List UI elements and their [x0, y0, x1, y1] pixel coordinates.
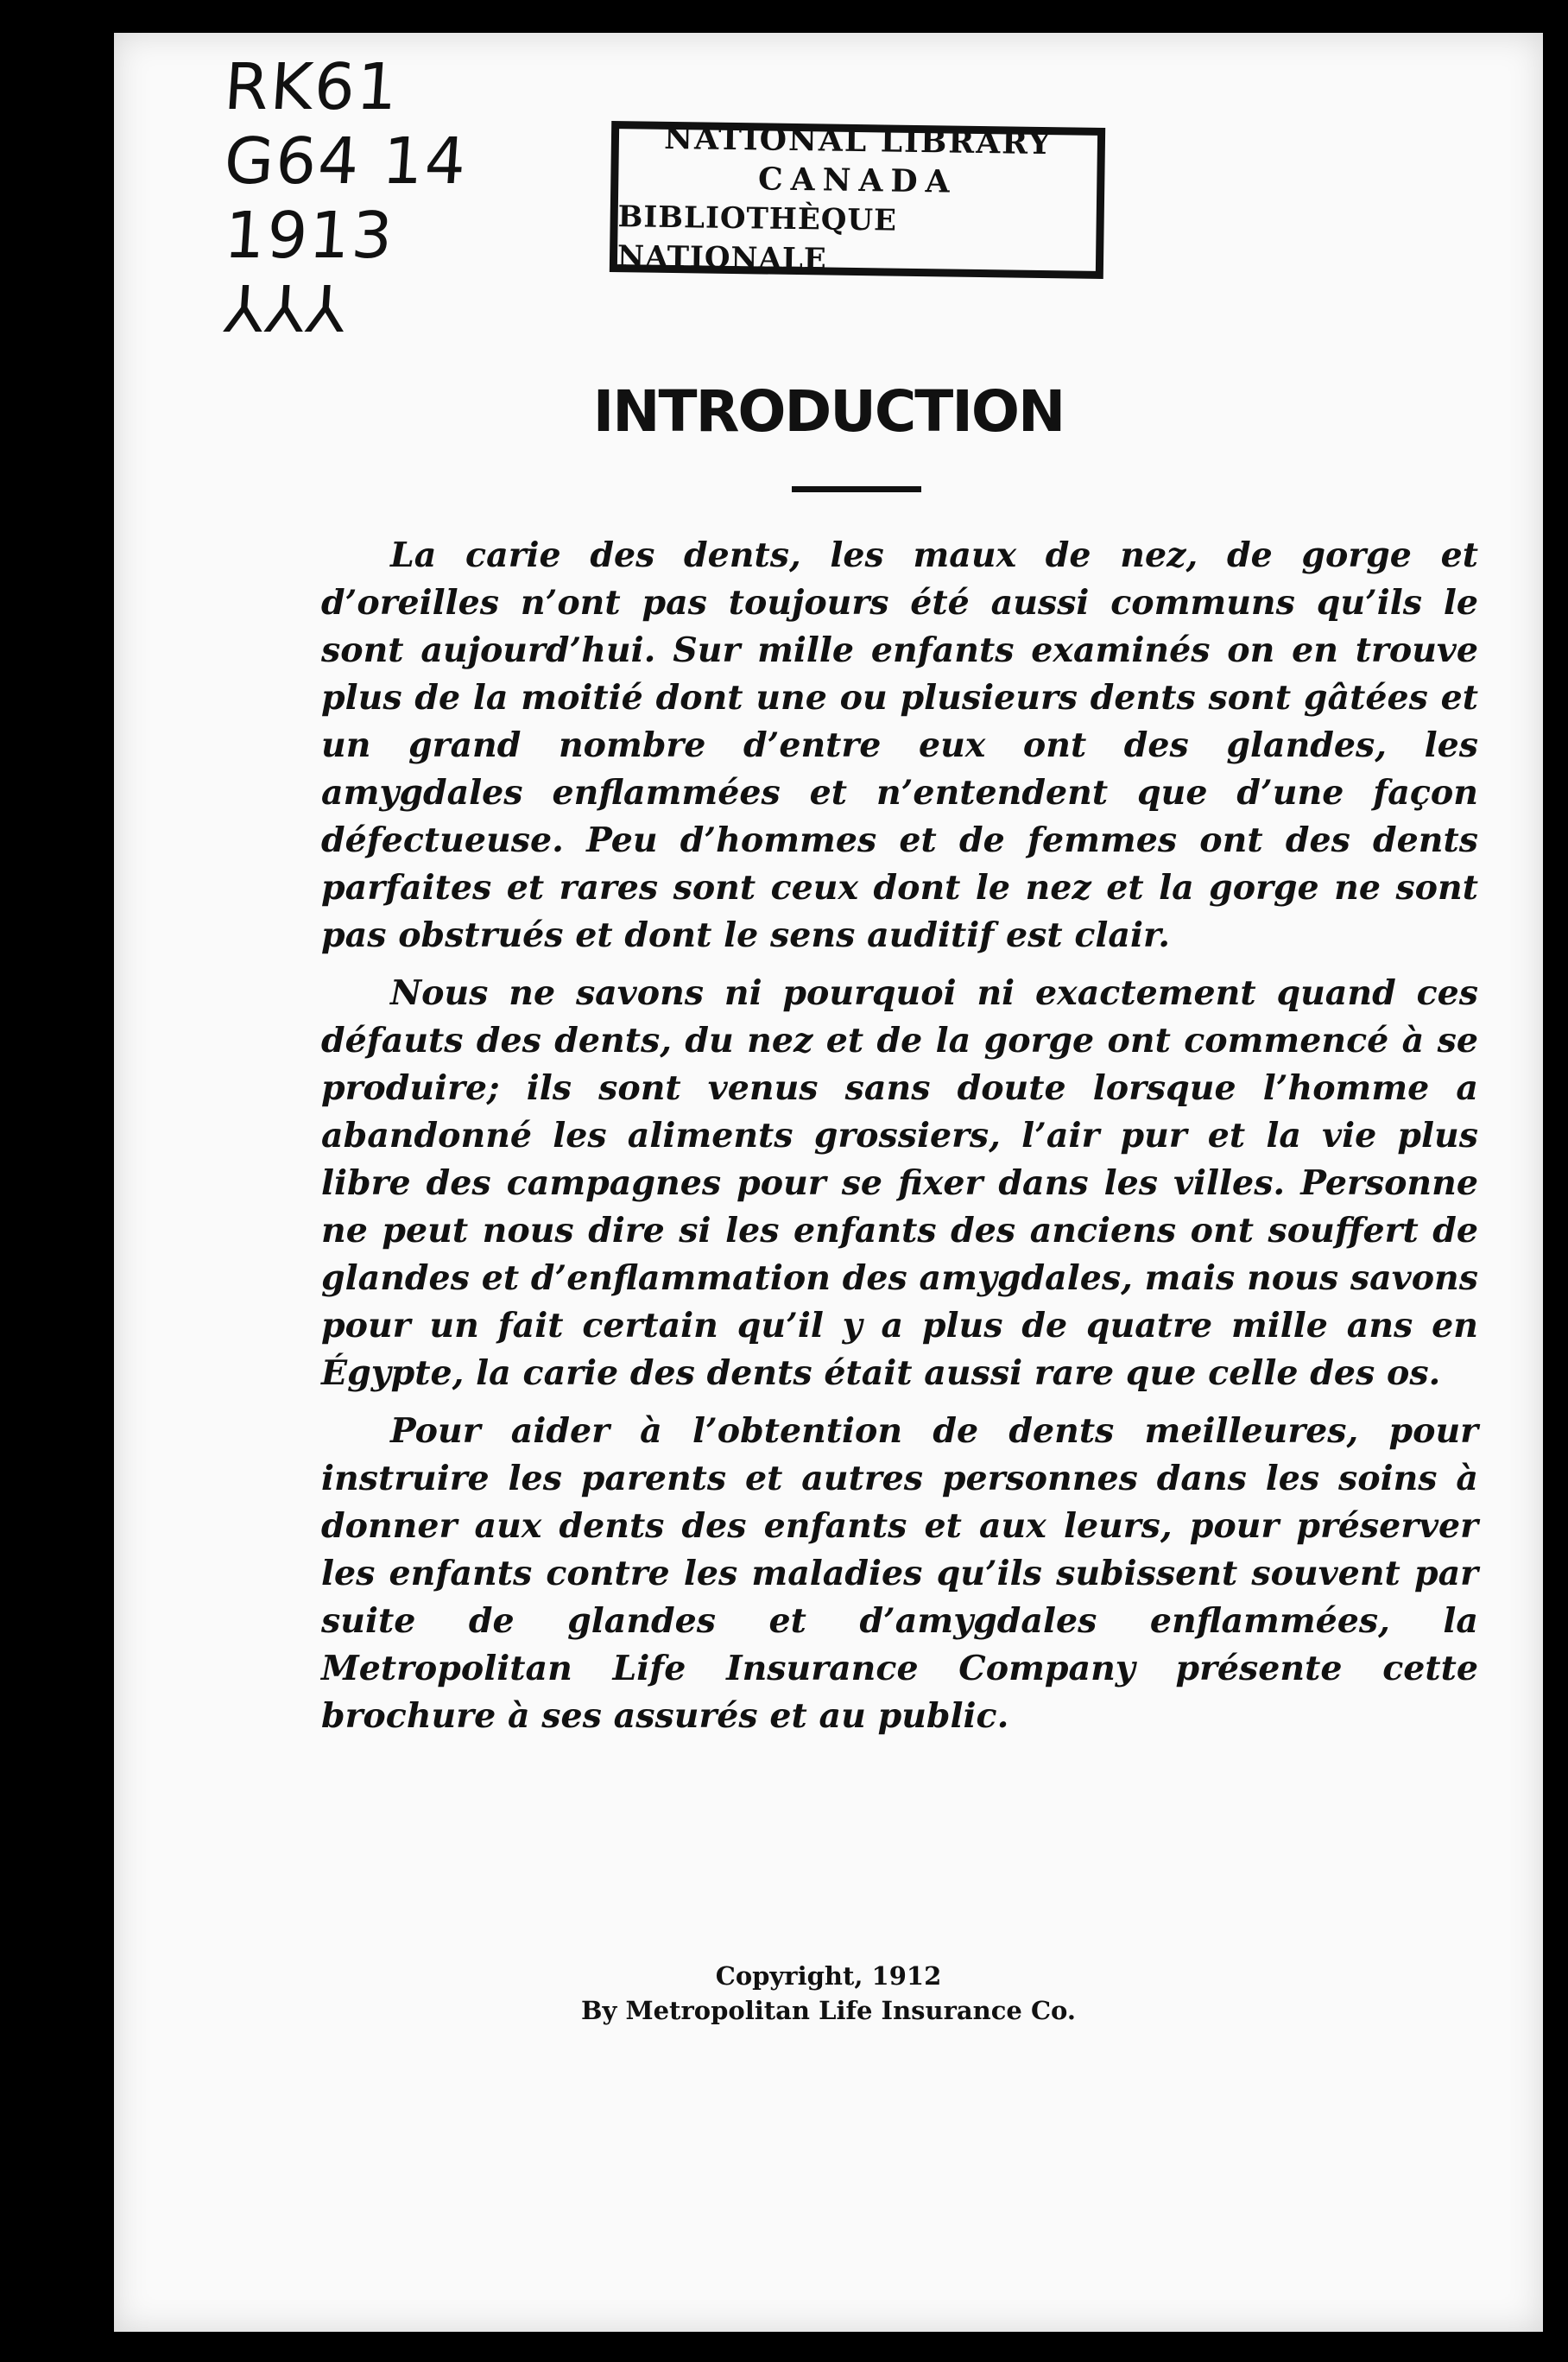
call-number-line: G64 14: [221, 124, 471, 199]
copyright-line: By Metropolitan Life Insurance Co.: [581, 1996, 1076, 2025]
paragraph: Pour aider à l’obtention de dents meilleures, pour instruire les parents et autres personnes dans les soins à donner aux dents des enfants et aux leurs, pour préserver les enfants contre les maladies qu’ils subissent souvent par suite de glandes et d’amygdales enflammées, la Metropolitan Life Insurance Company présente cette brochure à ses assurés et au public.: [321, 1411, 1478, 1736]
library-stamp: [610, 121, 1105, 279]
copyright-line: Copyright, 1912: [715, 1961, 942, 1991]
page-title: INTRODUCTION: [592, 378, 1065, 445]
handwritten-call-number: [221, 50, 471, 347]
title-rule: [792, 486, 921, 492]
document-page: [114, 33, 1543, 2332]
call-number-line: RK61: [221, 50, 402, 124]
paragraph: La carie des dents, les maux de nez, de gorge et d’oreilles n’ont pas toujours été aussi communs qu’ils le sont aujourd’hui. Sur mille enfants examinés on en trouve plus de la moitié dont une ou plusieurs dents sont gâtées et un grand nombre d’entre eux ont des glandes, les amygdales enflammées et n’entendent que d’une façon défectueuse. Peu d’hommes et de femmes ont des dents parfaites et rares sont ceux dont le nez et la gorge ne sont pas obstrués et dont le sens auditif est clair.: [321, 535, 1478, 955]
copyright-notice: [114, 1959, 1543, 2028]
paragraph: Nous ne savons ni pourquoi ni exactement quand ces défauts des dents, du nez et de la gorge ont commencé à se produire; ils sont venus sans doute lorsque l’homme a abandonné les aliments grossiers, l’air pur et la vie plus libre des campagnes pour se fixer dans les villes. Personne ne peut nous dire si les enfants des anciens ont souffert de glandes et d’enflammation des amygdales, mais nous savons pour un fait certain qu’il y a plus de quatre mille ans en Égypte, la carie des dents était aussi rare que celle des os.: [321, 973, 1478, 1393]
body-text: [321, 532, 1478, 1751]
stamp-line: CANADA: [757, 160, 958, 200]
stamp-line: BIBLIOTHÈQUE NATIONALE: [616, 199, 898, 277]
call-number-line: ⅄⅄⅄: [221, 273, 350, 347]
call-number-line: 1913: [221, 199, 397, 273]
stamp-line: NATIONAL LIBRARY: [663, 119, 1053, 161]
